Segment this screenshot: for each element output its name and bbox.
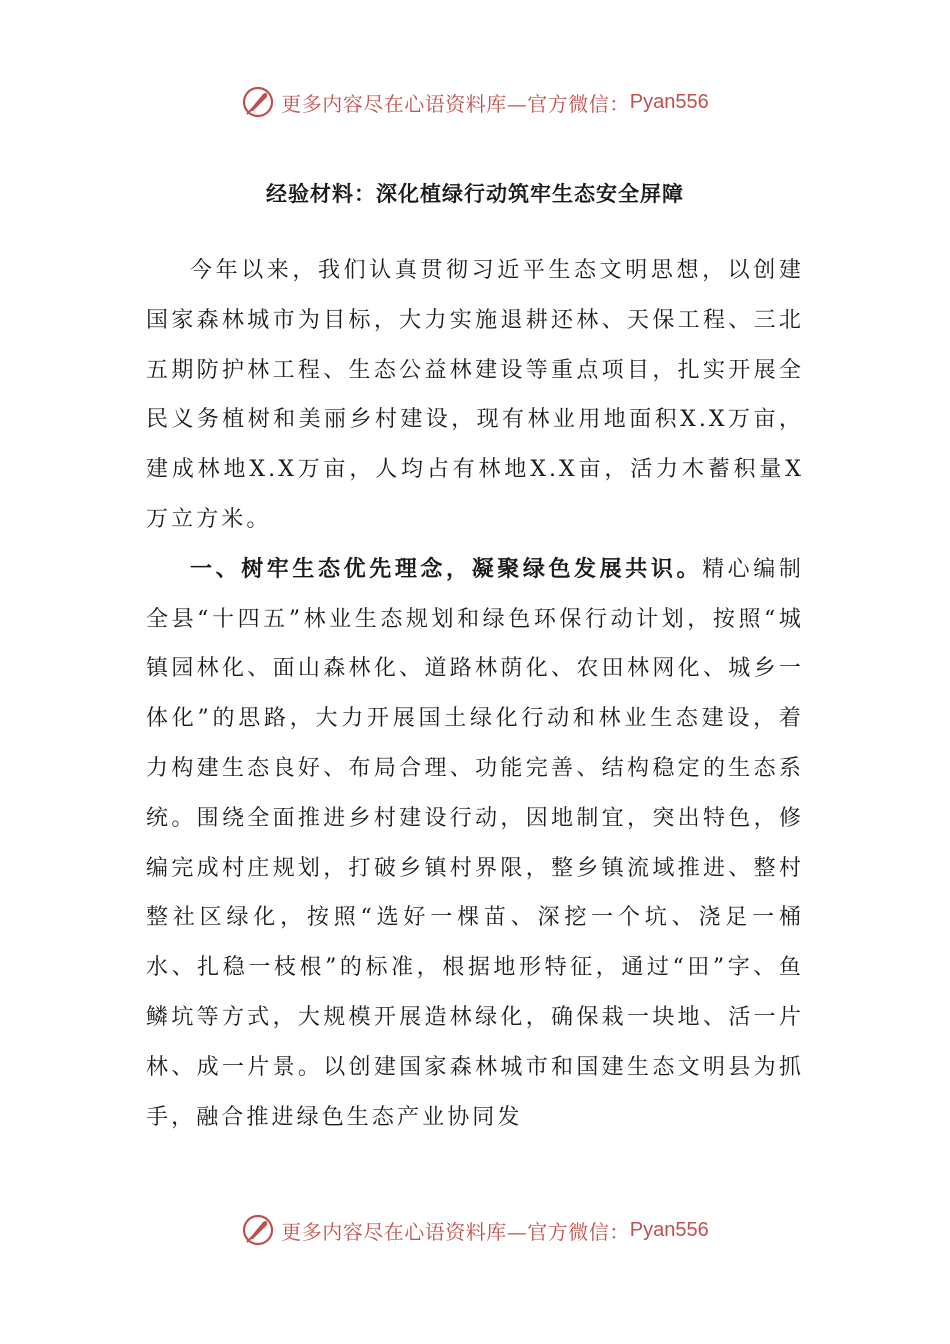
footer-watermark-banner bbox=[0, 1210, 950, 1250]
intro-paragraph: 今年以来，我们认真贯彻习近平生态文明思想，以创建国家森林城市为目标，大力实施退耕还林、天保工程、三北五期防护林工程、生态公益林建设等重点项目，扎实开展全民义务植树和美丽乡村建设，现有林业用地面积X.X万亩，建成林地X.X万亩，人均占有林地X.X亩，活力木蓄积量X万立方米。 bbox=[146, 258, 804, 532]
section-1-body: 精心编制全县“十四五”林业生态规划和绿色环保行动计划，按照“城镇园林化、面山森林化、道路林荫化、农田林网化、城乡一体化”的思路，大力开展国土绿化行动和林业生态建设，着力构建生态良好、布局合理、功能完善、结构稳定的生态系统。围绕全面推进乡村建设行动，因地制宜，突出特色，修编完成村庄规划，打破乡镇村界限，整乡镇流域推进、整村整社区绿化，按照“选好一棵苗、深挖一个坑、浇足一桶水、扎稳一枝根”的标准，根据地形特征，通过“田”字、鱼鳞坑等方式，大规模开展造林绿化，确保栽一块地、活一片林、成一片景。以创建国家森林城市和国建生态文明县为抓手，融合推进绿色生态产业协同发 bbox=[146, 556, 804, 1130]
footer-wechat-id: Pyan556 bbox=[629, 1218, 709, 1241]
section-1-heading: 一、树牢生态优先理念，凝聚绿色发展共识。 bbox=[190, 555, 703, 582]
section-1-paragraph bbox=[146, 545, 804, 1143]
footer-banner-text: 更多内容尽在心语资料库—官方微信： bbox=[281, 1219, 630, 1244]
header-wechat-id: Pyan556 bbox=[629, 90, 709, 113]
document-body bbox=[146, 246, 804, 1142]
header-banner-text: 更多内容尽在心语资料库—官方微信： bbox=[281, 91, 630, 116]
header-watermark-banner bbox=[0, 82, 950, 122]
document-title: 经验材料：深化植绿行动筑牢生态安全屏障 bbox=[266, 181, 684, 206]
quill-pen-logo-icon bbox=[241, 1213, 275, 1247]
quill-pen-logo-icon bbox=[241, 85, 275, 119]
